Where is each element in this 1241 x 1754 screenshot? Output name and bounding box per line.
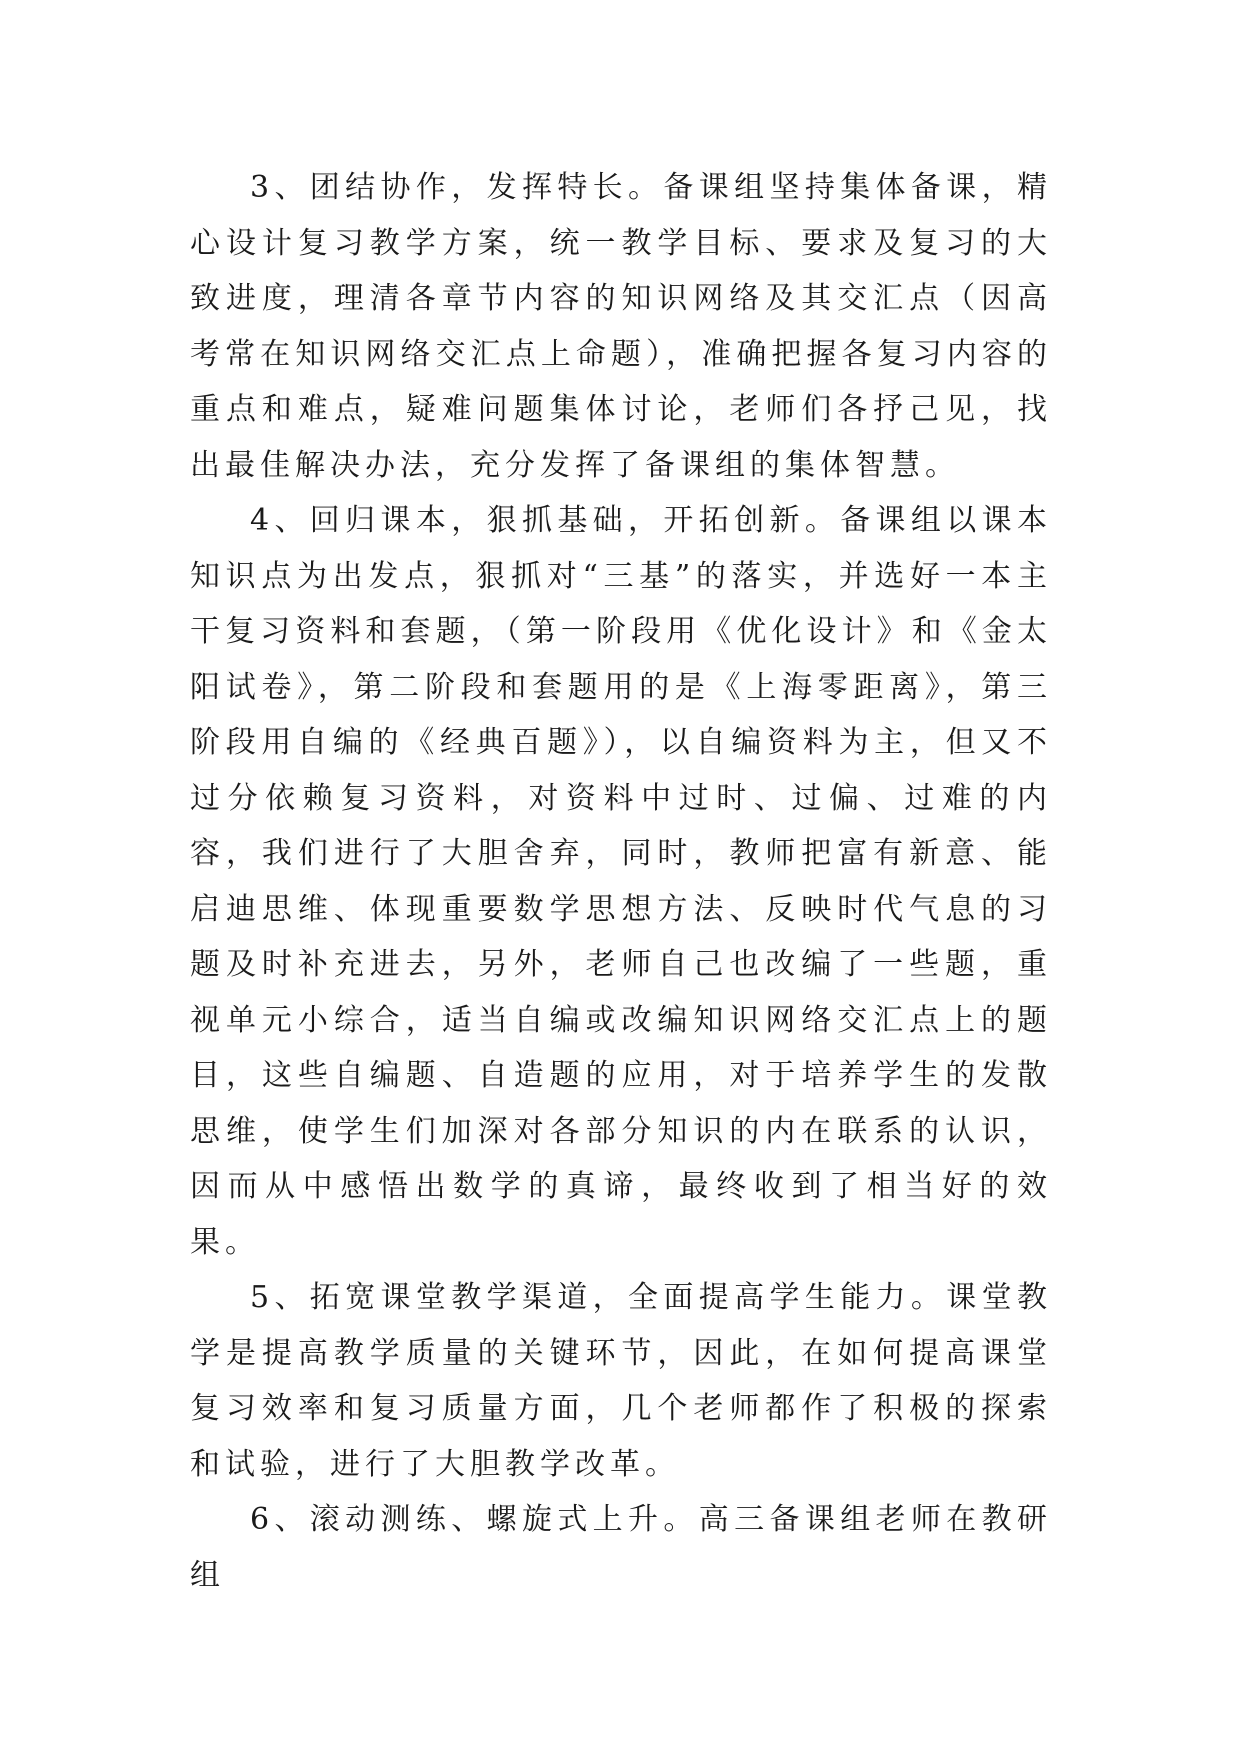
- paragraph-5-classroom-teaching: 5、拓宽课堂教学渠道，全面提高学生能力。课堂教学是提高教学质量的关键环节，因此，在如何提高课堂复习效率和复习质量方面，几个老师都作了积极的探索和试验，进行了大胆教学改革。: [190, 1280, 1052, 1482]
- document-body: [190, 160, 1052, 1603]
- paragraph-3-teamwork: 3、团结协作，发挥特长。备课组坚持集体备课，精心设计复习教学方案，统一教学目标、要求及复习的大致进度，理清各章节内容的知识网络及其交汇点（因高考常在知识网络交汇点上命题），准确把握各复习内容的重点和难点，疑难问题集体讨论，老师们各抒己见，找出最佳解决办法，充分发挥了备课组的集体智慧。: [190, 170, 1052, 483]
- paragraph-4-textbook-basics: 4、回归课本，狠抓基础，开拓创新。备课组以课本知识点为出发点，狠抓对“三基”的落实，并选好一本主干复习资料和套题，（第一阶段用《优化设计》和《金太阳试卷》，第二阶段和套题用的是《上海零距离》，第三阶段用自编的《经典百题》），以自编资料为主，但又不过分依赖复习资料，对资料中过时、过偏、过难的内容，我们进行了大胆舍弃，同时，教师把富有新意、能启迪思维、体现重要数学思想方法、反映时代气息的习题及时补充进去，另外，老师自己也改编了一些题，重视单元小综合，适当自编或改编知识网络交汇点上的题目，这些自编题、自造题的应用，对于培养学生的发散思维，使学生们加深对各部分知识的内在联系的认识，因而从中感悟出数学的真谛，最终收到了相当好的效果。: [190, 503, 1052, 1260]
- paragraph-6-rolling-tests: 6、滚动测练、螺旋式上升。高三备课组老师在教研组: [190, 1502, 1052, 1593]
